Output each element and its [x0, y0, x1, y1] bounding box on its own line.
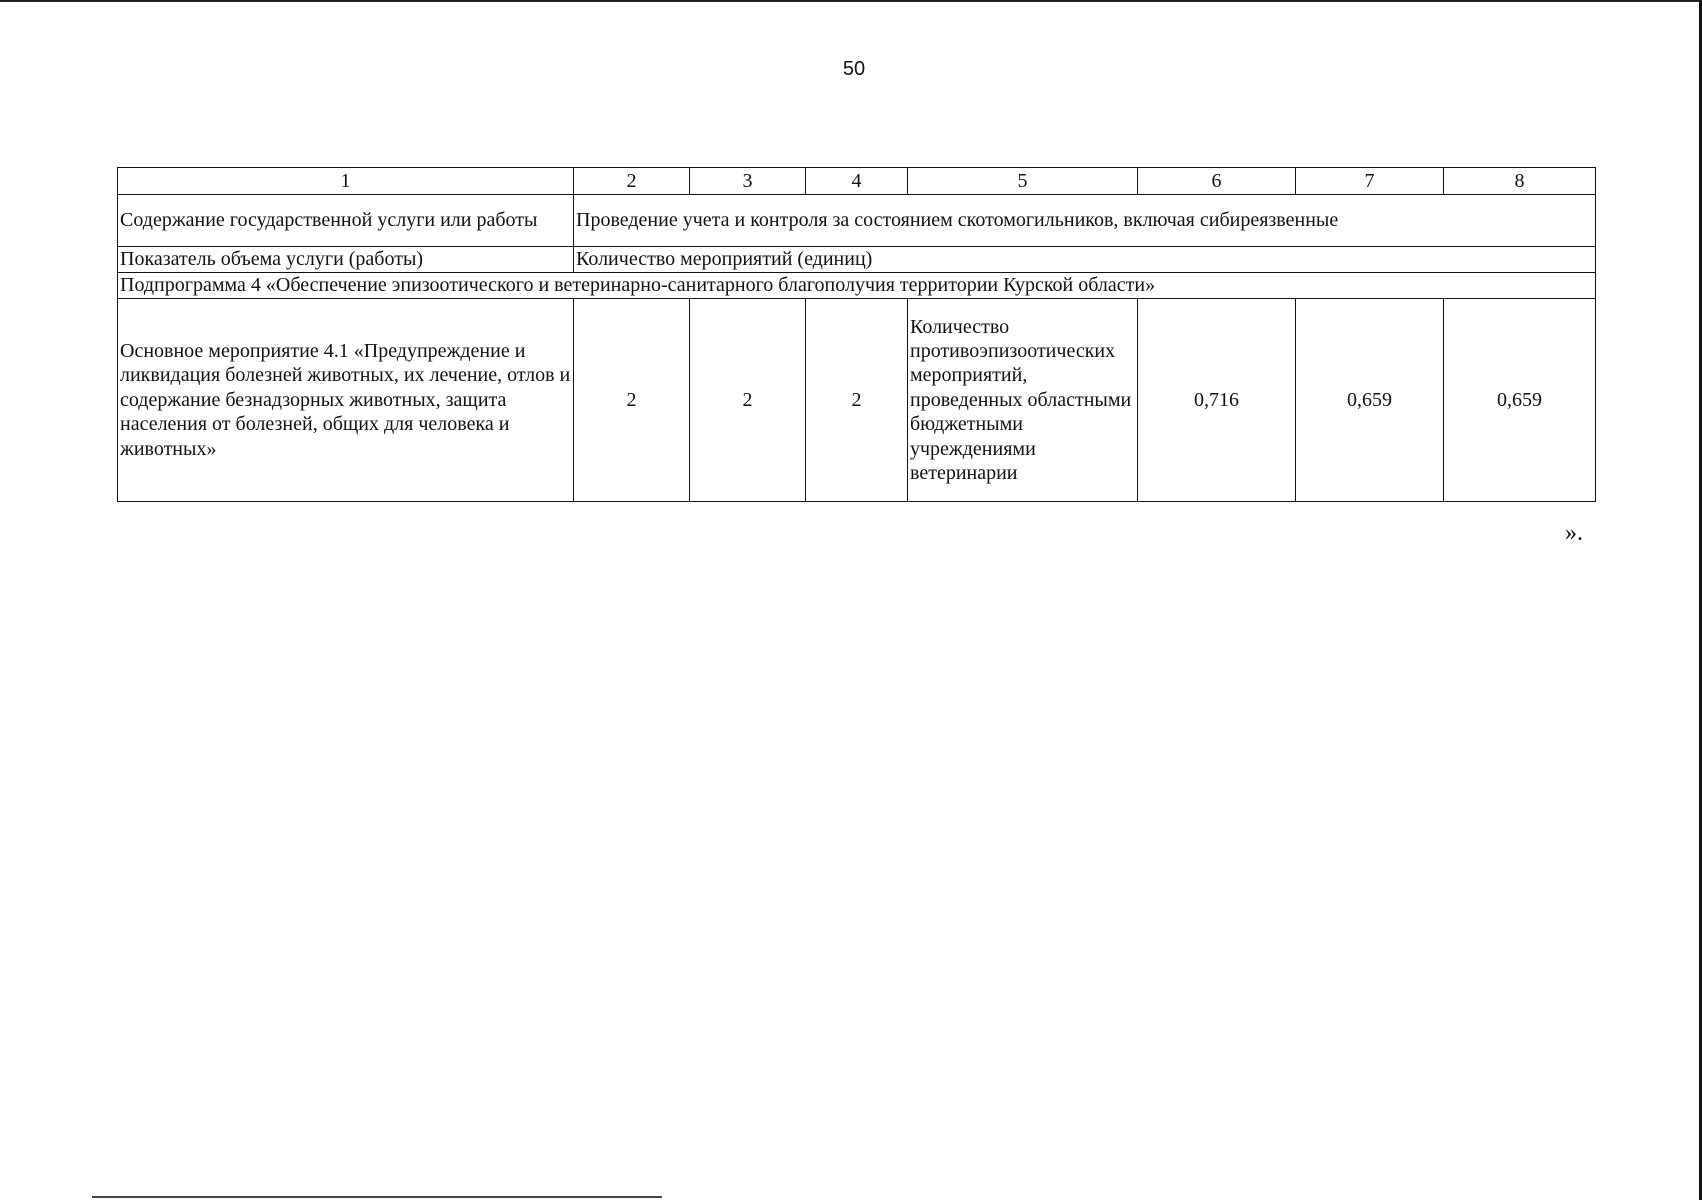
- header-row: [118, 168, 1596, 195]
- value-cell-col4: 2: [806, 299, 908, 502]
- service-label: Содержание государственной услуги или работы: [118, 195, 574, 247]
- subprogram-row: [118, 273, 1596, 299]
- volume-row: [118, 247, 1596, 273]
- service-row: [118, 195, 1596, 247]
- header-cell-8: 8: [1444, 168, 1596, 195]
- header-cell-7: 7: [1296, 168, 1444, 195]
- value-cell-col3: 2: [690, 299, 806, 502]
- header-cell-1: 1: [118, 168, 574, 195]
- subprogram-title: Подпрограмма 4 «Обеспечение эпизоотического и ветеринарно-санитарного благополучия территории Курской области»: [118, 273, 1596, 299]
- header-cell-6: 6: [1138, 168, 1296, 195]
- volume-value: Количество мероприятий (единиц): [574, 247, 1596, 273]
- header-cell-2: 2: [574, 168, 690, 195]
- indicator-cell: Количество противоэпизоотических мероприятий, проведенных областными бюджетными учреждениями ветеринарии: [908, 299, 1138, 502]
- value-cell-col2: 2: [574, 299, 690, 502]
- activity-cell: Основное мероприятие 4.1 «Предупреждение и ликвидация болезней животных, их лечение, отлов и содержание безнадзорных животных, защита населения от болезней, общих для человека и животных»: [118, 299, 574, 502]
- scan-edge-bottom: [92, 1196, 662, 1198]
- service-value: Проведение учета и контроля за состоянием скотомогильников, включая сибиреязвенные: [574, 195, 1596, 247]
- scan-edge-top: [0, 0, 1702, 2]
- volume-label: Показатель объема услуги (работы): [118, 247, 574, 273]
- data-table: [117, 167, 1596, 502]
- page-number: 50: [842, 58, 866, 80]
- header-cell-3: 3: [690, 168, 806, 195]
- header-cell-5: 5: [908, 168, 1138, 195]
- value-cell-col6: 0,716: [1138, 299, 1296, 502]
- header-cell-4: 4: [806, 168, 908, 195]
- closing-quote-mark: ».: [1565, 520, 1583, 546]
- table-row: [118, 299, 1596, 502]
- value-cell-col8: 0,659: [1444, 299, 1596, 502]
- value-cell-col7: 0,659: [1296, 299, 1444, 502]
